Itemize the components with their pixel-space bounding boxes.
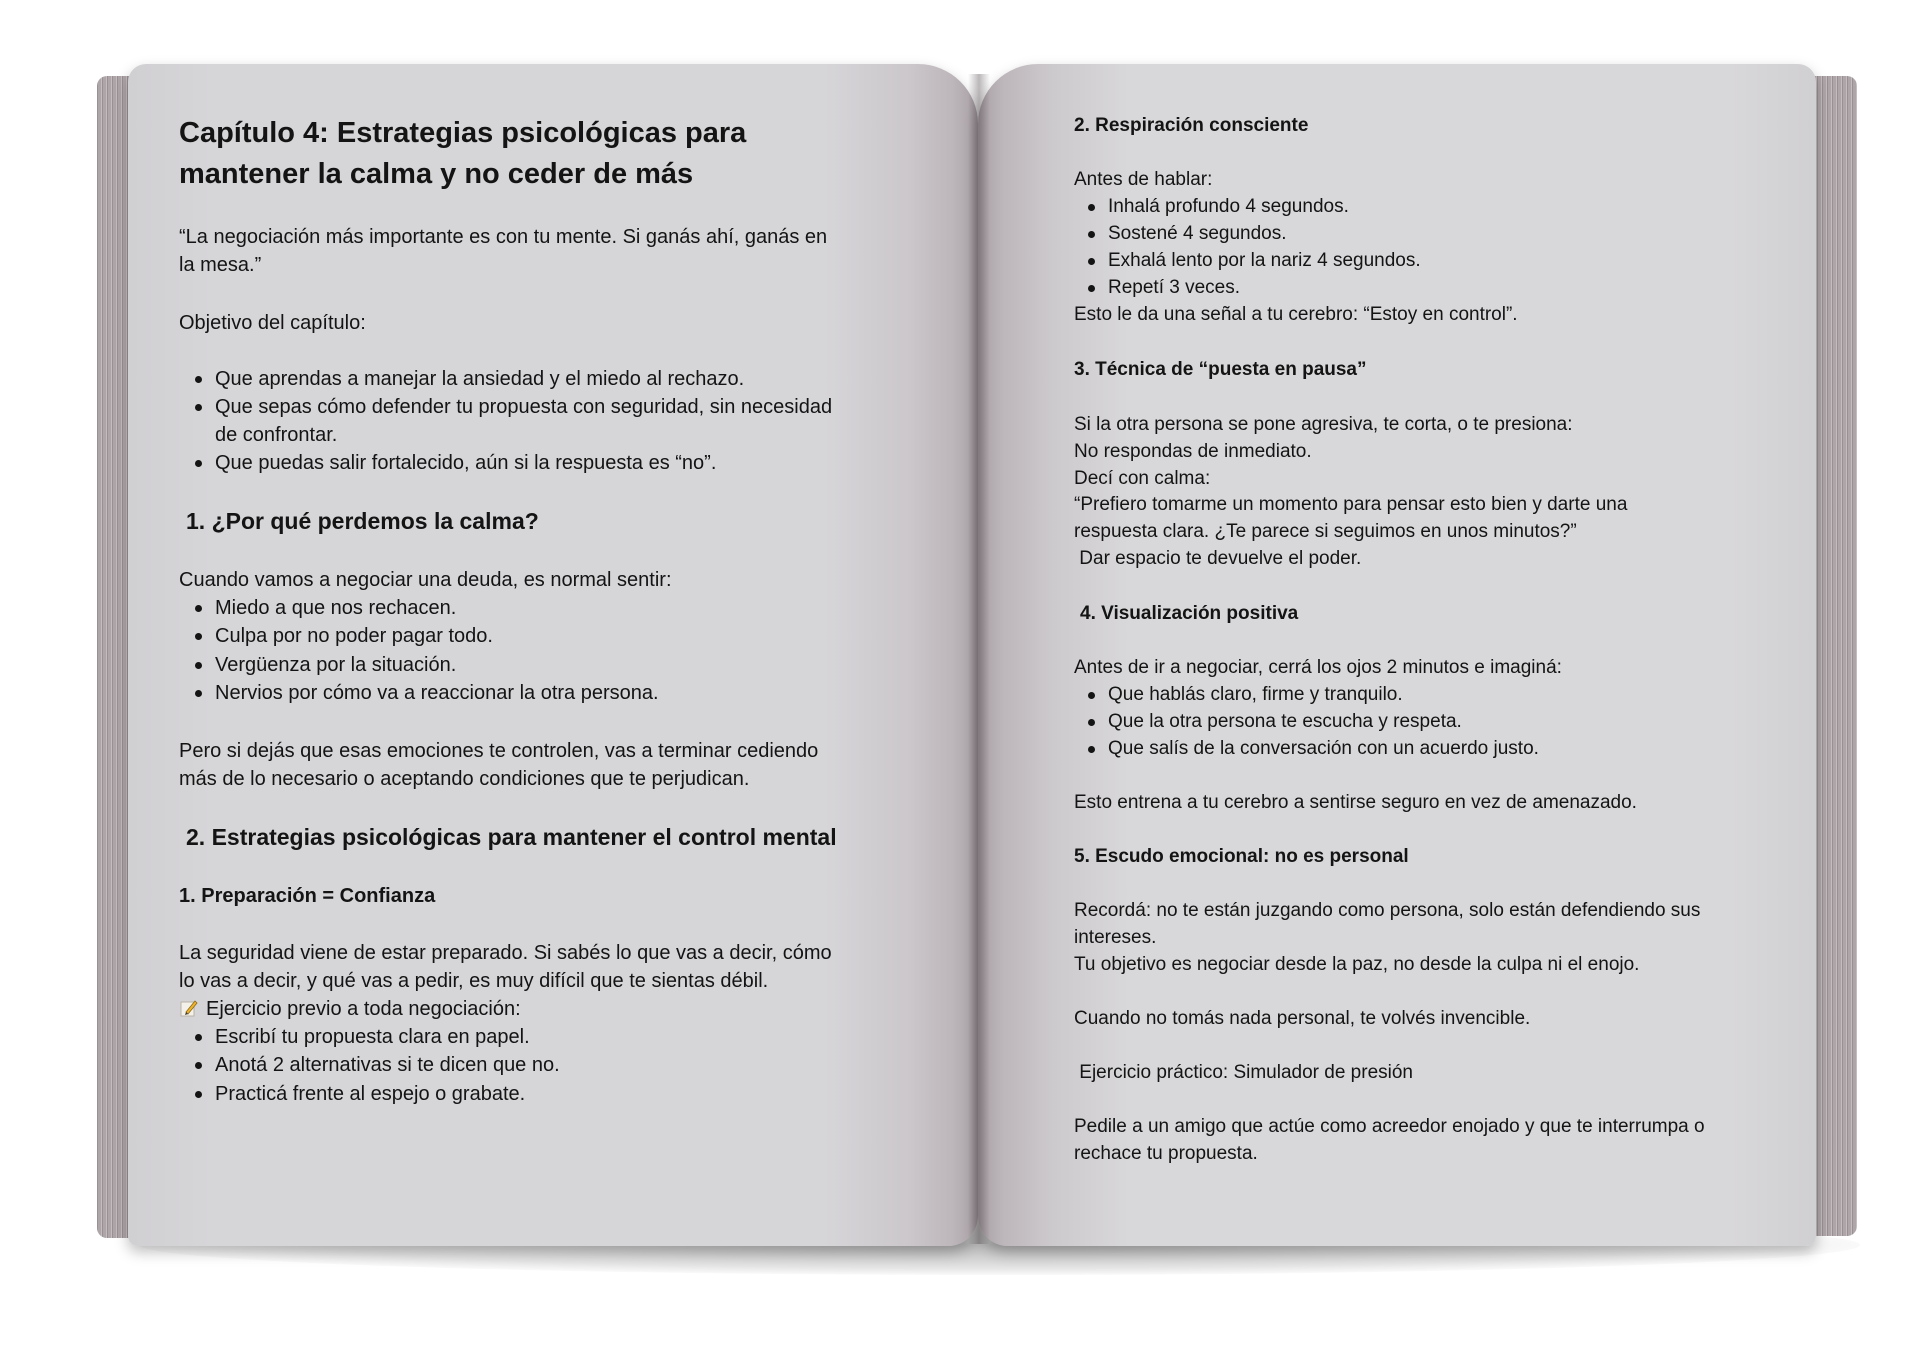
strategy3-heading: 3. Técnica de “puesta en pausa” [1074,359,1367,380]
pencil-icon [180,999,198,1017]
bullet [1088,746,1095,753]
bullet [1088,692,1095,699]
list-item: Miedo a que nos rechacen. [215,597,457,619]
bullet [1088,204,1095,211]
objective-item: Que puedas salir fortalecido, aún si la respuesta es “no”. [215,452,717,474]
practice-heading: Ejercicio práctico: Simulador de presión [1074,1062,1413,1083]
strategy3-line: Si la otra persona se pone agresiva, te corta, o te presiona: [1074,414,1573,435]
bullet [195,605,202,612]
strategy4-intro: Antes de ir a negociar, cerrá los ojos 2 minutos e imaginá: [1074,657,1562,678]
section1-paragraph: Pero si dejás que esas emociones te controlen, vas a terminar cediendo [179,740,819,762]
strategy3-line: “Prefiero tomarme un momento para pensar esto bien y darte una [1074,494,1628,515]
list-item: Que salís de la conversación con un acuerdo justo. [1108,738,1539,759]
bullet [195,690,202,697]
list-item: Que la otra persona te escucha y respeta. [1108,711,1462,732]
strategy5-line: intereses. [1074,927,1157,948]
section1-heading: 1. ¿Por qué perdemos la calma? [186,508,539,534]
section1-intro: Cuando vamos a negociar una deuda, es normal sentir: [179,569,672,591]
bullet [195,460,202,467]
bullet [1088,231,1095,238]
list-item: Nervios por cómo va a reaccionar la otra persona. [215,682,659,704]
strategy4-heading: 4. Visualización positiva [1080,603,1299,624]
exercise-item: Escribí tu propuesta clara en papel. [215,1026,530,1048]
book-spine [968,74,990,1244]
strategy5-heading: 5. Escudo emocional: no es personal [1074,846,1409,867]
bullet [195,1091,202,1098]
strategy1-paragraph-line2: lo vas a decir, y qué vas a pedir, es muy difícil que te sientas débil. [179,970,769,992]
list-item: Que hablás claro, firme y tranquilo. [1108,684,1403,705]
section1-paragraph-line2: más de lo necesario o aceptando condiciones que te perjudican. [179,768,750,790]
bullet [195,662,202,669]
list-item: Inhalá profundo 4 segundos. [1108,196,1349,217]
strategy2-heading: 2. Respiración consciente [1074,115,1309,136]
strategy4-outro: Esto entrena a tu cerebro a sentirse seguro en vez de amenazado. [1074,792,1637,813]
exercise-item: Anotá 2 alternativas si te dicen que no. [215,1054,560,1076]
section2-heading: 2. Estrategias psicológicas para mantener el control mental [186,824,837,850]
practice-line: Pedile a un amigo que actúe como acreedor enojado y que te interrumpa o [1074,1116,1705,1137]
practice-line: rechace tu propuesta. [1074,1143,1258,1164]
list-item: Exhalá lento por la nariz 4 segundos. [1108,250,1421,271]
strategy2-intro: Antes de hablar: [1074,169,1213,190]
bullet [1088,285,1095,292]
chapter-title: Capítulo 4: Estrategias psicológicas para [179,117,747,149]
bullet [195,1034,202,1041]
strategy5-line: Recordá: no te están juzgando como persona, solo están defendiendo sus [1074,900,1701,921]
right-page-edges [1812,76,1857,1236]
exercise-label: Ejercicio previo a toda negociación: [206,998,521,1020]
list-item: Repetí 3 veces. [1108,277,1241,298]
bullet [1088,719,1095,726]
bullet [195,376,202,383]
exercise-item: Practicá frente al espejo o grabate. [215,1083,526,1105]
strategy1-paragraph: La seguridad viene de estar preparado. Si sabés lo que vas a decir, cómo [179,942,832,964]
chapter-title-line2: mantener la calma y no ceder de más [179,158,694,190]
bullet [195,1062,202,1069]
chapter-quote: “La negociación más importante es con tu mente. Si ganás ahí, ganás en [179,226,828,248]
bullet [195,633,202,640]
strategy3-line: No respondas de inmediato. [1074,441,1312,462]
bullet [1088,258,1095,265]
objective-label: Objetivo del capítulo: [179,312,366,334]
bullet [195,404,202,411]
strategy5-line: Tu objetivo es negociar desde la paz, no desde la culpa ni el enojo. [1074,954,1640,975]
chapter-quote-line2: la mesa.” [179,254,262,276]
objective-item-continued: de confrontar. [215,424,338,446]
list-item: Vergüenza por la situación. [215,654,457,676]
objective-item: Que sepas cómo defender tu propuesta con seguridad, sin necesidad [215,396,833,418]
strategy3-line: respuesta clara. ¿Te parece si seguimos en unos minutos?” [1074,521,1577,542]
strategy2-outro: Esto le da una señal a tu cerebro: “Estoy en control”. [1074,304,1518,325]
strategy1-heading: 1. Preparación = Confianza [179,885,436,907]
strategy3-line: Decí con calma: [1074,468,1211,489]
strategy5-outro: Cuando no tomás nada personal, te volvés invencible. [1074,1008,1531,1029]
strategy3-line: Dar espacio te devuelve el poder. [1074,548,1362,569]
list-item: Sostené 4 segundos. [1108,223,1287,244]
objective-item: Que aprendas a manejar la ansiedad y el miedo al rechazo. [215,368,745,390]
list-item: Culpa por no poder pagar todo. [215,625,493,647]
